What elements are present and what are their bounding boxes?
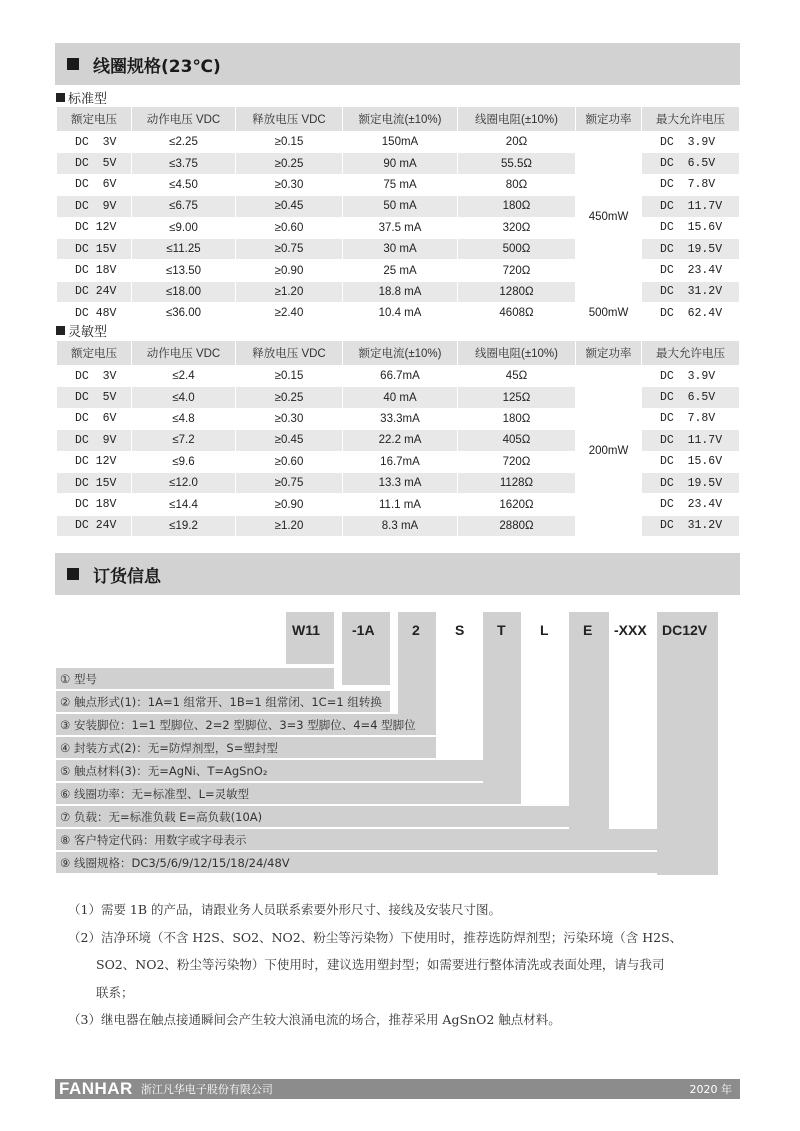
column-header: 释放电压 VDC — [236, 107, 343, 132]
table-cell: ≤9.6 — [132, 451, 236, 472]
table-cell: ≤12.0 — [132, 472, 236, 493]
table-cell: ≥0.30 — [236, 408, 343, 429]
table-cell: ≤2.25 — [132, 132, 236, 153]
table-cell: DC 31.2V — [642, 281, 740, 302]
table-cell: 1620Ω — [458, 494, 576, 515]
code-column — [657, 612, 718, 875]
table-cell: ≤2.4 — [132, 366, 236, 387]
table-cell: 2880Ω — [458, 515, 576, 536]
table-cell: ≤4.0 — [132, 387, 236, 408]
table-cell: ≤6.75 — [132, 196, 236, 217]
order-info-section-header — [55, 553, 740, 595]
table-cell: ≥0.60 — [236, 451, 343, 472]
table-cell: DC 3.9V — [642, 132, 740, 153]
column-header: 动作电压 VDC — [132, 341, 236, 366]
table-cell: ≤19.2 — [132, 515, 236, 536]
table-cell: 66.7mA — [343, 366, 458, 387]
table-cell: DC 62.4V — [642, 303, 740, 324]
table-row — [57, 132, 740, 153]
table-header-row — [57, 341, 740, 366]
rated-power-cell: 200mW — [576, 366, 642, 537]
table-cell: 1280Ω — [458, 281, 576, 302]
table-cell: 320Ω — [458, 217, 576, 238]
table-cell: DC 15V — [57, 238, 132, 259]
code-part-model: W11 — [292, 622, 321, 638]
code-column — [286, 612, 334, 664]
table-cell: ≤7.2 — [132, 430, 236, 451]
note-3: （3）继电器在触点接通瞬间会产生较大浪涌电流的场合，推荐采用 AgSnO2 触点材料。 — [68, 1012, 561, 1027]
table-cell: DC 18V — [57, 494, 132, 515]
standard-spec-table — [56, 106, 740, 325]
code-part-power: L — [540, 622, 549, 638]
table-cell: ≥0.90 — [236, 260, 343, 281]
code-part-sealing: S — [455, 622, 465, 638]
table-cell: DC 11.7V — [642, 430, 740, 451]
table-cell: DC 3V — [57, 366, 132, 387]
column-header: 额定功率 — [576, 107, 642, 132]
table-cell: DC 19.5V — [642, 238, 740, 259]
code-part-load: E — [583, 622, 593, 638]
table-cell: 45Ω — [458, 366, 576, 387]
note-2-cont: SO2、NO2、粉尘等污染物）下使用时，建议选用塑封型；如需要进行整体清洗或表面处理，请与我司 — [96, 957, 665, 972]
table-cell: 16.7mA — [343, 451, 458, 472]
table-cell: ≥1.20 — [236, 515, 343, 536]
table-cell: 30 mA — [343, 238, 458, 259]
table-cell: ≥0.45 — [236, 196, 343, 217]
table-cell: ≥1.20 — [236, 281, 343, 302]
table-cell: DC 24V — [57, 515, 132, 536]
table-cell: 13.3 mA — [343, 472, 458, 493]
company-logo: FANHAR — [59, 1079, 133, 1098]
table-cell: ≥0.15 — [236, 132, 343, 153]
table-cell: DC 6.5V — [642, 387, 740, 408]
sensitive-type-title: 灵敏型 — [56, 321, 107, 340]
square-bullet-icon — [67, 58, 79, 70]
table-cell: DC 6V — [57, 408, 132, 429]
table-cell: ≥2.40 — [236, 303, 343, 324]
column-header: 最大允许电压 — [642, 107, 740, 132]
table-row — [57, 366, 740, 387]
table-cell: DC 11.7V — [642, 196, 740, 217]
rated-power-cell: 500mW — [576, 303, 642, 324]
square-bullet-icon — [56, 326, 65, 335]
table-cell: 18.8 mA — [343, 281, 458, 302]
column-header: 线圈电阻(±10%) — [458, 107, 576, 132]
table-cell: ≤3.75 — [132, 153, 236, 174]
footer — [55, 1079, 740, 1099]
table-cell: 55.5Ω — [458, 153, 576, 174]
table-cell: 40 mA — [343, 387, 458, 408]
table-cell: 90 mA — [343, 153, 458, 174]
table-cell: 1128Ω — [458, 472, 576, 493]
table-cell: ≥0.25 — [236, 387, 343, 408]
column-header: 额定电流(±10%) — [343, 107, 458, 132]
table-row — [57, 303, 740, 324]
order-item-8: ⑧ 客户特定代码：用数字或字母表示 — [56, 829, 657, 850]
code-column — [569, 612, 609, 830]
sensitive-spec-table — [56, 340, 740, 537]
table-cell: DC 12V — [57, 451, 132, 472]
table-cell: DC 23.4V — [642, 494, 740, 515]
order-item-7: ⑦ 负载：无=标准负载 E=高负载(10A) — [56, 806, 609, 827]
table-cell: ≥0.75 — [236, 472, 343, 493]
footer-year: 2020 年 — [689, 1083, 732, 1096]
column-header: 额定功率 — [576, 341, 642, 366]
table-cell: ≤36.00 — [132, 303, 236, 324]
table-cell: DC 12V — [57, 217, 132, 238]
standard-type-title: 标准型 — [56, 88, 107, 107]
column-header: 动作电压 VDC — [132, 107, 236, 132]
table-cell: 8.3 mA — [343, 515, 458, 536]
code-part-coil: DC12V — [662, 622, 708, 638]
square-bullet-icon — [56, 93, 65, 102]
order-item-9: ⑨ 线圈规格：DC3/5/6/9/12/15/18/24/48V — [56, 852, 718, 873]
table-cell: ≥0.45 — [236, 430, 343, 451]
notes-block — [68, 896, 728, 1034]
rated-power-cell: 450mW — [576, 132, 642, 303]
table-cell: ≤11.25 — [132, 238, 236, 259]
column-header: 最大允许电压 — [642, 341, 740, 366]
order-item-5: ⑤ 触点材料(3)：无=AgNi、T=AgSnO₂ — [56, 760, 521, 781]
table-cell: DC 5V — [57, 153, 132, 174]
table-cell: 25 mA — [343, 260, 458, 281]
table-cell: DC 19.5V — [642, 472, 740, 493]
column-header: 额定电流(±10%) — [343, 341, 458, 366]
table-cell: ≤9.00 — [132, 217, 236, 238]
section-title: 线圈规格(23℃) — [93, 56, 221, 77]
order-item-3: ③ 安装脚位：1=1 型脚位、2=2 型脚位、3=3 型脚位、4=4 型脚位 — [56, 714, 436, 735]
table-cell: DC 9V — [57, 430, 132, 451]
table-cell: ≤4.50 — [132, 174, 236, 195]
table-cell: DC 23.4V — [642, 260, 740, 281]
coil-spec-section-header — [55, 43, 740, 85]
table-cell: 150mA — [343, 132, 458, 153]
code-part-pin: 2 — [412, 622, 420, 638]
table-cell: 125Ω — [458, 387, 576, 408]
column-header: 额定电压 — [57, 107, 132, 132]
table-cell: 20Ω — [458, 132, 576, 153]
table-cell: 10.4 mA — [343, 303, 458, 324]
table-cell: DC 9V — [57, 196, 132, 217]
table-cell: 500Ω — [458, 238, 576, 259]
table-cell: DC 15.6V — [642, 451, 740, 472]
table-cell: 80Ω — [458, 174, 576, 195]
table-cell: 37.5 mA — [343, 217, 458, 238]
note-2: （2）洁净环境（不含 H2S、SO2、NO2、粉尘等污染物）下使用时，推荐选防焊剂型；污染环境（含 H2S、 — [68, 929, 683, 945]
table-cell: 4608Ω — [458, 303, 576, 324]
table-cell: ≥0.25 — [236, 153, 343, 174]
table-cell: 180Ω — [458, 196, 576, 217]
table-cell: DC 6V — [57, 174, 132, 195]
code-part-material: T — [497, 622, 506, 638]
table-cell: ≤18.00 — [132, 281, 236, 302]
table-cell: ≥0.15 — [236, 366, 343, 387]
table-cell: 720Ω — [458, 451, 576, 472]
table-cell: 22.2 mA — [343, 430, 458, 451]
table-cell: 11.1 mA — [343, 494, 458, 515]
note-2-cont: 联系； — [96, 984, 134, 1000]
order-item-1: ① 型号 — [56, 668, 334, 689]
table-cell: DC 7.8V — [642, 408, 740, 429]
table-cell: ≥0.75 — [236, 238, 343, 259]
table-cell: ≤14.4 — [132, 494, 236, 515]
column-header: 线圈电阻(±10%) — [458, 341, 576, 366]
table-cell: DC 7.8V — [642, 174, 740, 195]
table-cell: DC 24V — [57, 281, 132, 302]
table-cell: 720Ω — [458, 260, 576, 281]
section-title: 订货信息 — [93, 566, 161, 587]
order-item-2: ② 触点形式(1)：1A=1 组常开、1B=1 组常闭、1C=1 组转换 — [56, 691, 390, 712]
table-cell: DC 3V — [57, 132, 132, 153]
table-cell: ≥0.90 — [236, 494, 343, 515]
table-cell: 180Ω — [458, 408, 576, 429]
table-cell: 405Ω — [458, 430, 576, 451]
table-cell: ≥0.60 — [236, 217, 343, 238]
order-item-4: ④ 封装方式(2)：无=防焊剂型，S=塑封型 — [56, 737, 436, 758]
note-1: （1）需要 1B 的产品，请跟业务人员联系索要外形尺寸、接线及安装尺寸图。 — [68, 902, 502, 917]
column-header: 额定电压 — [57, 341, 132, 366]
table-cell: ≥0.30 — [236, 174, 343, 195]
table-header-row — [57, 107, 740, 132]
table-cell: DC 5V — [57, 387, 132, 408]
table-cell: DC 31.2V — [642, 515, 740, 536]
table-cell: DC 48V — [57, 303, 132, 324]
square-bullet-icon — [67, 568, 79, 580]
column-header: 释放电压 VDC — [236, 341, 343, 366]
table-cell: DC 15.6V — [642, 217, 740, 238]
code-part-contact-form: -1A — [352, 622, 375, 638]
company-name: 浙江凡华电子股份有限公司 — [140, 1083, 273, 1096]
order-item-6: ⑥ 线圈功率：无=标准型、L=灵敏型 — [56, 783, 521, 804]
table-cell: DC 6.5V — [642, 153, 740, 174]
table-cell: DC 18V — [57, 260, 132, 281]
table-cell: DC 3.9V — [642, 366, 740, 387]
table-cell: 75 mA — [343, 174, 458, 195]
table-cell: ≤13.50 — [132, 260, 236, 281]
table-cell: 33.3mA — [343, 408, 458, 429]
code-part-customer: -XXX — [614, 622, 647, 638]
table-cell: DC 15V — [57, 472, 132, 493]
table-cell: ≤4.8 — [132, 408, 236, 429]
table-cell: 50 mA — [343, 196, 458, 217]
